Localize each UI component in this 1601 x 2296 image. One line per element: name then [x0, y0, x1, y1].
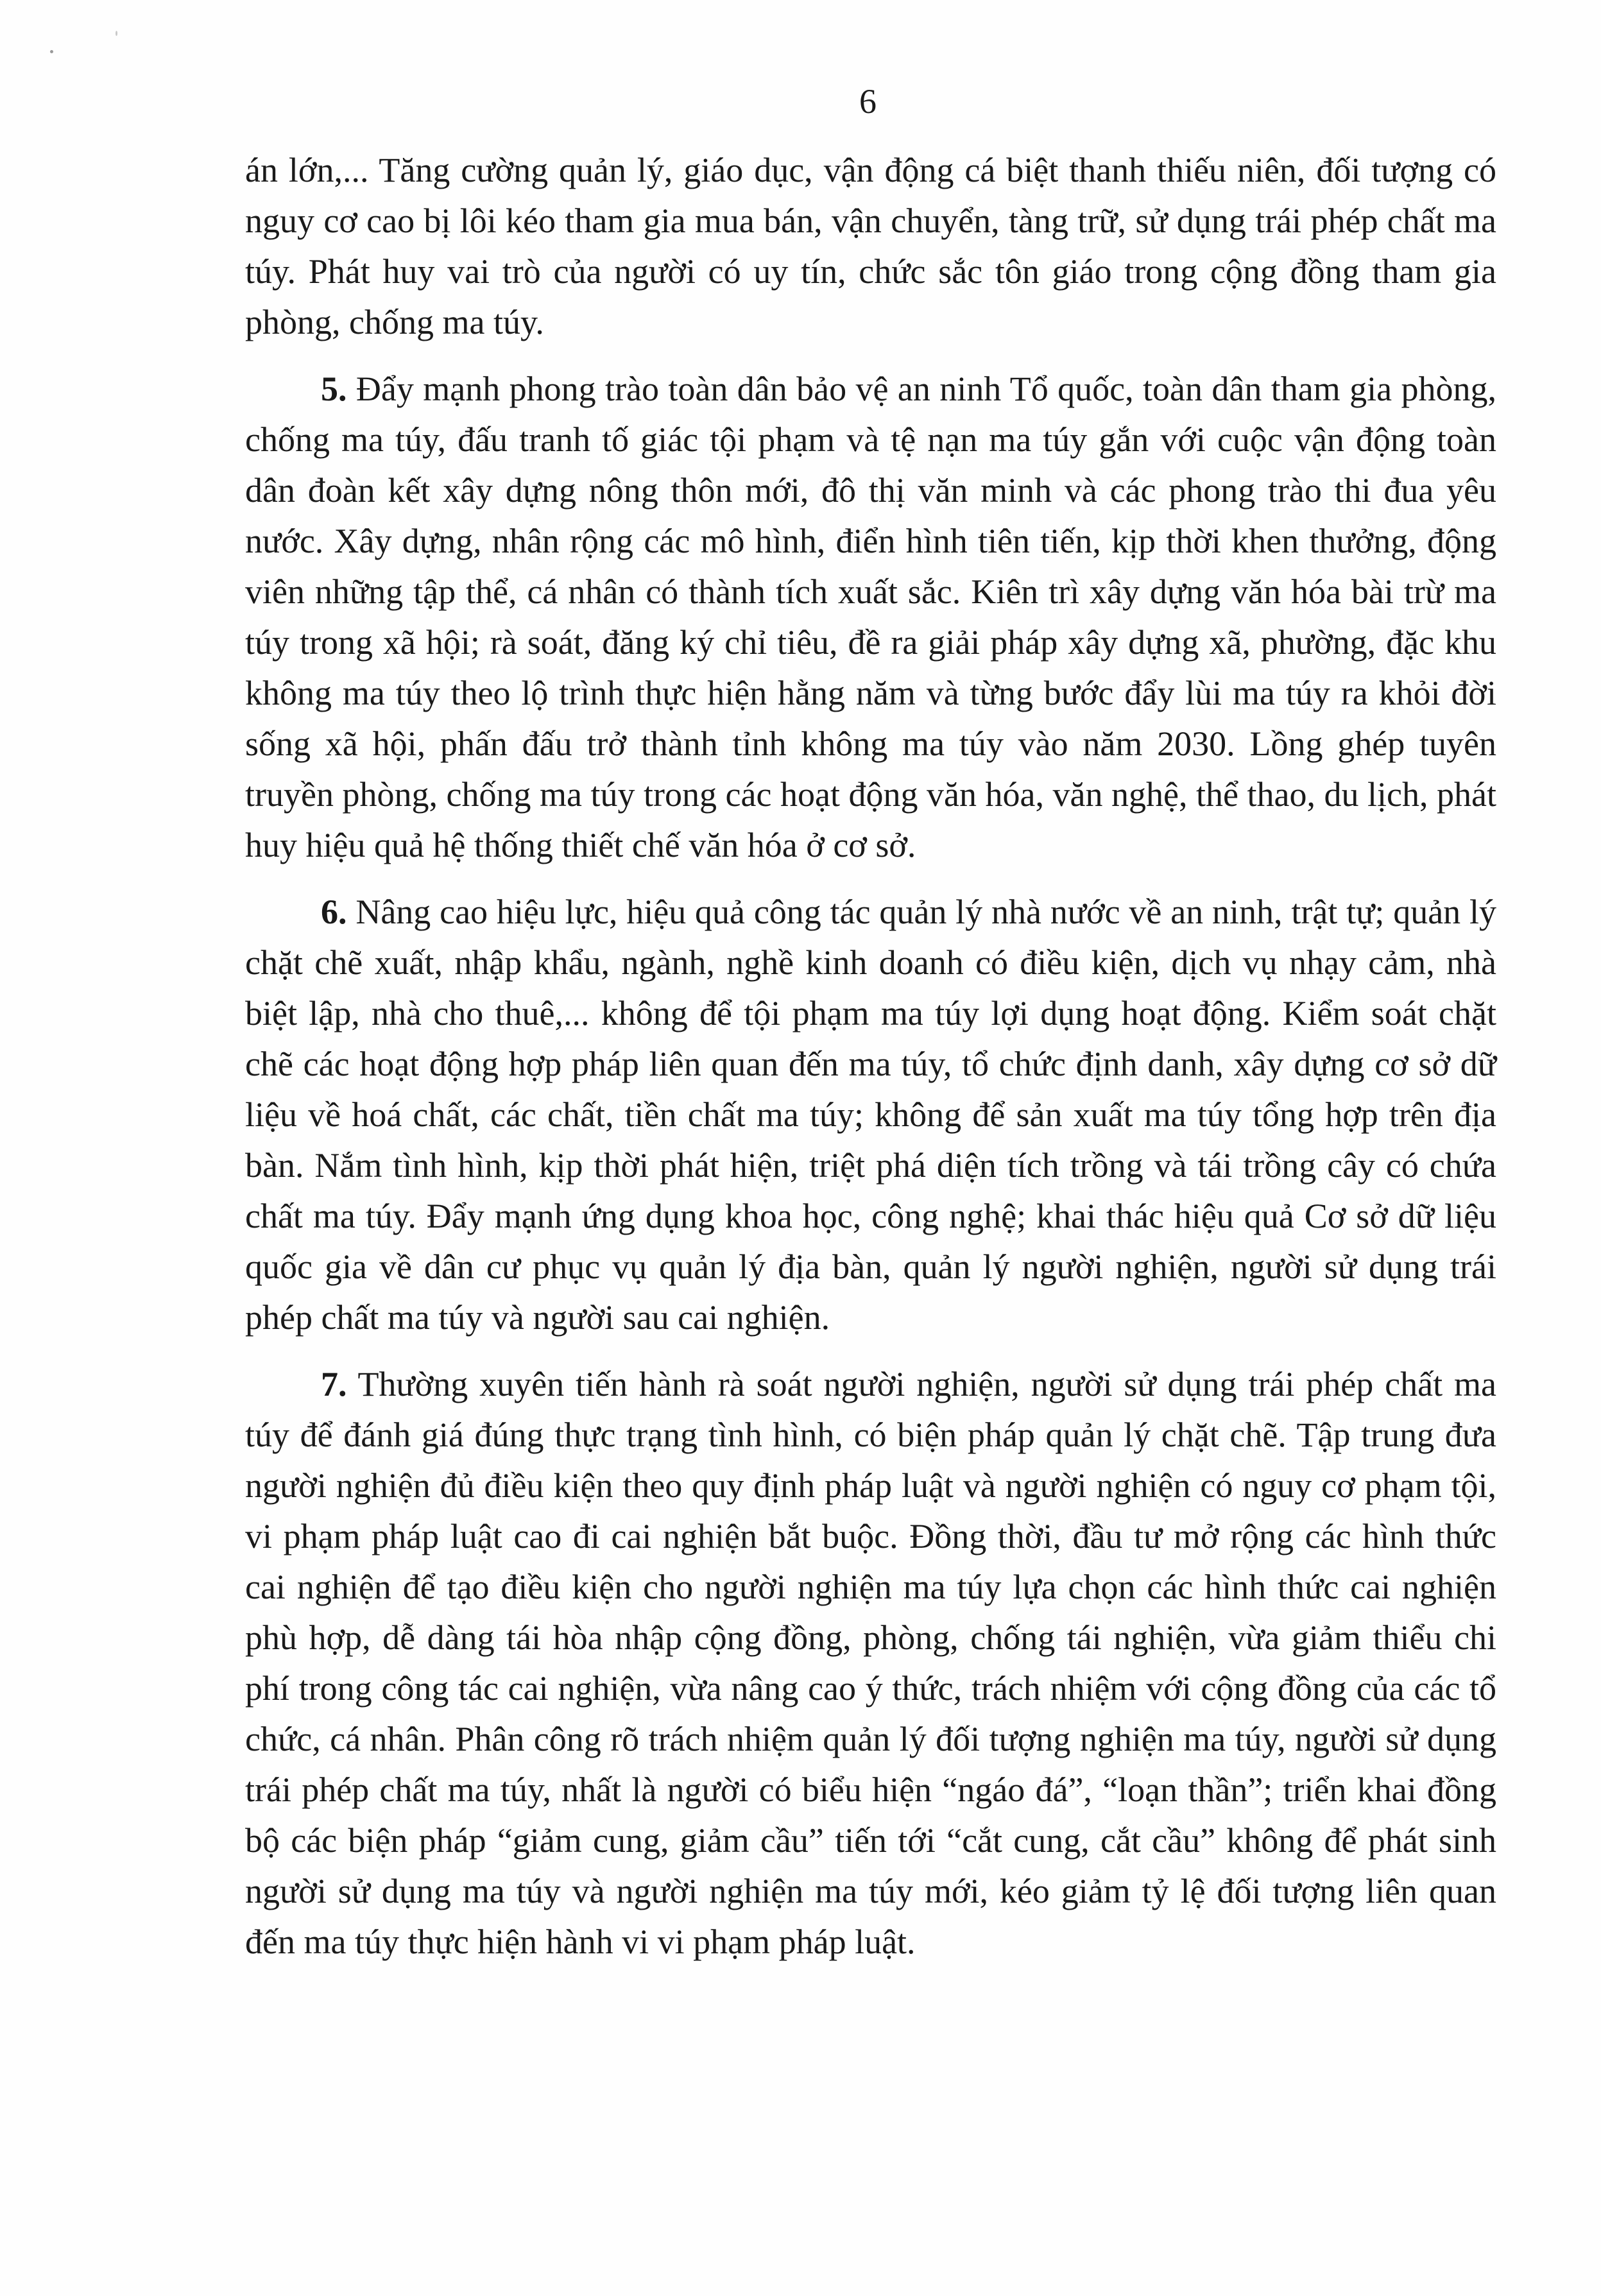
- paragraph-text: Thường xuyên tiến hành rà soát người nghiện, người sử dụng trái phép chất ma túy để đánh giá đúng thực trạng tình hình, có biện pháp quản lý chặt chẽ. Tập trung đưa người nghiện đủ điều kiện theo quy định pháp luật và người nghiện có nguy cơ phạm tội, vi phạm pháp luật cao đi cai nghiện bắt buộc. Đồng thời, đầu tư mở rộng các hình thức cai nghiện để tạo điều kiện cho người nghiện ma túy lựa chọn các hình thức cai nghiện phù hợp, dễ dàng tái hòa nhập cộng đồng, phòng, chống tái nghiện, vừa giảm thiểu chi phí trong công tác cai nghiện, vừa nâng cao ý thức, trách nhiệm với cộng đồng của các tổ chức, cá nhân. Phân công rõ trách nhiệm quản lý đối tượng nghiện ma túy, người sử dụng trái phép chất ma túy, nhất là người có biểu hiện “ngáo đá”, “loạn thần”; triển khai đồng bộ các biện pháp “giảm cung, giảm cầu” tiến tới “cắt cung, cắt cầu” không để phát sinh người sử dụng ma túy và người nghiện ma túy mới, kéo giảm tỷ lệ đối tượng liên quan đến ma túy thực hiện hành vi vi phạm pháp luật.: [245, 1365, 1496, 1961]
- paragraph-text: Nâng cao hiệu lực, hiệu quả công tác quản lý nhà nước về an ninh, trật tự; quản lý chặt chẽ xuất, nhập khẩu, ngành, nghề kinh doanh có điều kiện, dịch vụ nhạy cảm, nhà biệt lập, nhà cho thuê,... không để tội phạm ma túy lợi dụng hoạt động. Kiểm soát chặt chẽ các hoạt động hợp pháp liên quan đến ma túy, tổ chức định danh, xây dựng cơ sở dữ liệu về hoá chất, các chất, tiền chất ma túy; không để sản xuất ma túy tổng hợp trên địa bàn. Nắm tình hình, kịp thời phát hiện, triệt phá diện tích trồng và tái trồng cây có chứa chất ma túy. Đẩy mạnh ứng dụng khoa học, công nghệ; khai thác hiệu quả Cơ sở dữ liệu quốc gia về dân cư phục vụ quản lý địa bàn, quản lý người nghiện, người sử dụng trái phép chất ma túy và người sau cai nghiện.: [245, 893, 1496, 1337]
- paragraph-item-5: [245, 364, 1496, 871]
- scan-speck: [116, 31, 117, 36]
- item-number: 7.: [321, 1365, 347, 1403]
- paragraph-item-7: [245, 1359, 1496, 1967]
- item-number: 6.: [321, 893, 347, 931]
- page-number: 6: [859, 82, 877, 121]
- paragraph-continuation: [245, 145, 1496, 348]
- paragraph-text: Đẩy mạnh phong trào toàn dân bảo vệ an ninh Tổ quốc, toàn dân tham gia phòng, chống ma túy, đấu tranh tố giác tội phạm và tệ nạn ma túy gắn với cuộc vận động toàn dân đoàn kết xây dựng nông thôn mới, đô thị văn minh và các phong trào thi đua yêu nước. Xây dựng, nhân rộng các mô hình, điển hình tiên tiến, kịp thời khen thưởng, động viên những tập thể, cá nhân có thành tích xuất sắc. Kiên trì xây dựng văn hóa bài trừ ma túy trong xã hội; rà soát, đăng ký chỉ tiêu, đề ra giải pháp xây dựng xã, phường, đặc khu không ma túy theo lộ trình thực hiện hằng năm và từng bước đẩy lùi ma túy ra khỏi đời sống xã hội, phấn đấu trở thành tỉnh không ma túy vào năm 2030. Lồng ghép tuyên truyền phòng, chống ma túy trong các hoạt động văn hóa, văn nghệ, thể thao, du lịch, phát huy hiệu quả hệ thống thiết chế văn hóa ở cơ sở.: [245, 370, 1496, 864]
- paragraph-item-6: [245, 887, 1496, 1343]
- scan-speck: [50, 50, 53, 53]
- item-number: 5.: [321, 370, 347, 408]
- paragraph-text: án lớn,... Tăng cường quản lý, giáo dục, vận động cá biệt thanh thiếu niên, đối tượng có nguy cơ cao bị lôi kéo tham gia mua bán, vận chuyển, tàng trữ, sử dụng trái phép chất ma túy. Phát huy vai trò của người có uy tín, chức sắc tôn giáo trong cộng đồng tham gia phòng, chống ma túy.: [245, 151, 1496, 341]
- document-body: [245, 145, 1496, 1983]
